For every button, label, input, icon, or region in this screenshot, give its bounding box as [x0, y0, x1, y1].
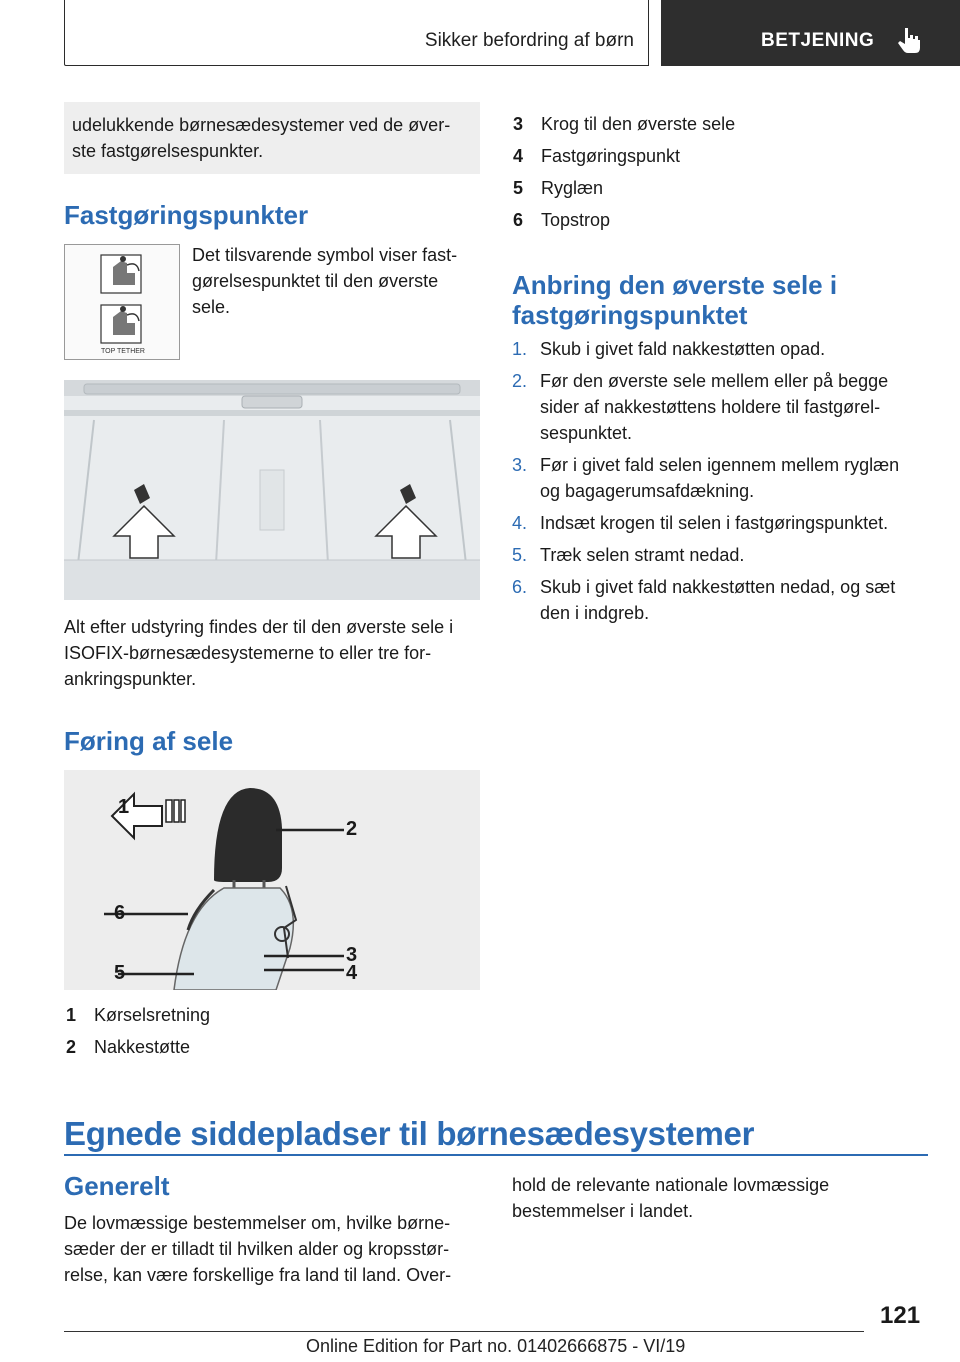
step-num: 4.: [512, 513, 528, 533]
legend-text: Topstrop: [541, 210, 611, 230]
step-text: sespunktet.: [540, 423, 633, 443]
legend-num: 3: [513, 114, 524, 134]
anchor-description: [192, 242, 492, 320]
note-line-1: udelukkende børnesædesystemer ved de øver-: [72, 115, 451, 135]
step-num: 2.: [512, 371, 528, 391]
step-text: Skub i givet fald nakkestøtten nedad, og sæt: [540, 577, 896, 597]
seats-col1-text: [64, 1210, 484, 1288]
headrest-shape: [214, 788, 282, 882]
legend-num: 6: [513, 210, 524, 230]
page-number: 121: [880, 1302, 921, 1329]
step-text: Før i givet fald selen igennem mellem ryglæn: [540, 455, 900, 475]
attach-heading-line-1: Anbring den øverste sele i: [512, 270, 838, 300]
step-text: Træk selen stramt nedad.: [540, 545, 745, 565]
step-text: sider af nakkestøttens holdere til fastgørel-: [540, 397, 881, 417]
callout-2: 2: [346, 818, 358, 840]
header-chapter-title: BETJENING: [761, 30, 875, 51]
step-num: 6.: [512, 577, 528, 597]
arrow-up-right-icon: [376, 506, 436, 558]
step-num: 5.: [512, 545, 528, 565]
general-heading: Generelt: [64, 1171, 170, 1201]
seats-col1-line-3: relse, kan være forskellige fra land til land. Over-: [64, 1265, 452, 1285]
legend-text: Fastgøringspunkt: [541, 146, 681, 166]
top-tether-symbol: [64, 244, 180, 360]
seats-col2-line-2: bestemmelser i landet.: [512, 1201, 694, 1221]
anchor-point-right-icon: [400, 484, 416, 504]
seats-col1-line-1: De lovmæssige bestemmelser om, hvilke børne-: [64, 1213, 451, 1233]
section-divider: [64, 1154, 928, 1156]
callout-1: 1: [118, 796, 130, 818]
step-num: 3.: [512, 455, 528, 475]
symbol-caption: TOP TETHER: [101, 348, 145, 355]
arrow-up-left-icon: [114, 506, 174, 558]
callout-3: 3: [346, 944, 358, 966]
step-text: Før den øverste sele mellem eller på begge: [540, 371, 889, 391]
step-text: Skub i givet fald nakkestøtten opad.: [540, 339, 826, 359]
step-text: og bagagerumsafdækning.: [540, 481, 755, 501]
legend-num: 2: [66, 1037, 77, 1057]
note-line-2: ste fastgørelsespunkter.: [72, 141, 264, 161]
legend-text: Krog til den øverste sele: [541, 114, 736, 134]
anchor-heading: Fastgøringspunkter: [64, 200, 309, 230]
seats-col1-line-2: sæder der er tilladt til hvilken alder og kropsstør-: [64, 1239, 450, 1259]
header-section-title: Sikker befordring af børn: [424, 30, 634, 51]
hand-pointer-icon: [897, 26, 923, 54]
anchor-after-line-3: ankringspunkter.: [64, 669, 197, 689]
attach-heading: [512, 270, 837, 330]
anchor-desc-line-3: sele.: [192, 297, 231, 317]
anchor-desc-line-1: Det tilsvarende symbol viser fast-: [192, 245, 458, 265]
trunk-illustration: [64, 380, 480, 600]
child-seat-icon: [65, 245, 181, 361]
seats-heading: Egnede siddepladser til børnesædesystemer: [64, 1115, 755, 1152]
seats-col2-line-1: hold de relevante nationale lovmæssige: [512, 1175, 830, 1195]
footer-divider: [64, 1331, 864, 1332]
routing-illustration: [64, 770, 480, 990]
callout-4: 4: [346, 962, 358, 984]
attach-heading-line-2: fastgøringspunktet: [512, 300, 748, 330]
anchor-after-line-1: Alt efter udstyring findes der til den øverste sele i: [64, 617, 454, 637]
anchor-after-text: [64, 614, 484, 692]
legend-text: Kørselsretning: [94, 1005, 211, 1025]
anchor-desc-line-2: gørelsespunktet til den øverste: [192, 271, 439, 291]
anchor-after-line-2: ISOFIX-børnesædesystemerne to eller tre for-: [64, 643, 432, 663]
anchor-point-left-icon: [134, 484, 150, 504]
step-num: 1.: [512, 339, 528, 359]
callout-5: 5: [114, 962, 126, 984]
legend-num: 5: [513, 178, 524, 198]
note-box: [64, 102, 480, 174]
legend-num: 4: [513, 146, 524, 166]
seats-col2-text: [512, 1172, 932, 1224]
legend-text: Ryglæn: [541, 178, 604, 198]
header-chapter-tab: [661, 0, 960, 66]
header-section-tab: [64, 0, 649, 66]
step-text: den i indgreb.: [540, 603, 650, 623]
legend-num: 1: [66, 1005, 77, 1025]
legend-text: Nakkestøtte: [94, 1037, 191, 1057]
routing-heading: Føring af sele: [64, 726, 234, 756]
callout-6: 6: [114, 902, 126, 924]
footer-edition: Online Edition for Part no. 01402666875 - VI/19: [306, 1336, 686, 1356]
step-text: Indsæt krogen til selen i fastgøringspunktet.: [540, 513, 889, 533]
